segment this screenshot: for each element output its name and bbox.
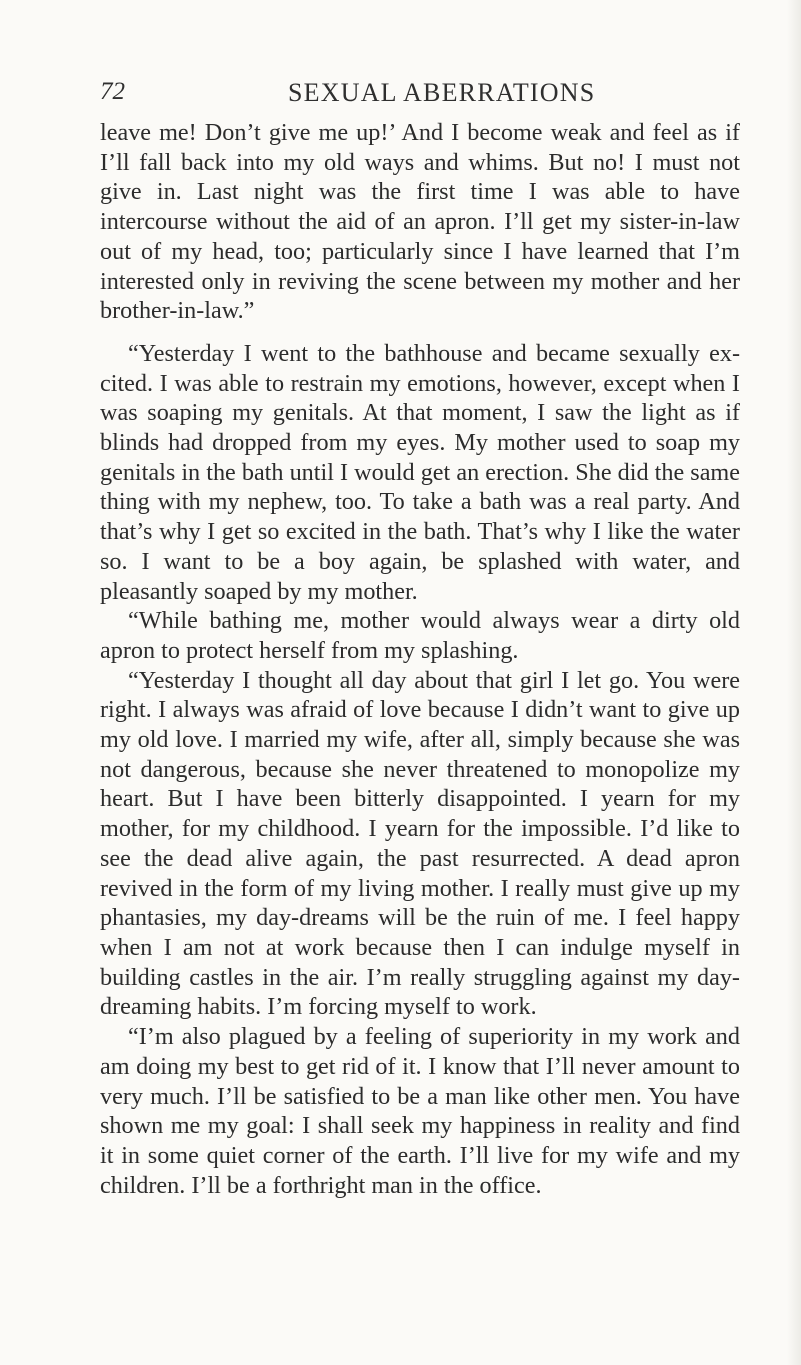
paragraph-apron: “While bathing me, mother would always wear a dirty old apron to protect herself from my splashing. [100, 607, 740, 664]
running-head [100, 78, 740, 108]
paragraph-continuation: leave me! Don’t give me up!’ And I become weak and feel as if I’ll fall back into my old ways and whims. But no! I must not give in. Last night was the first time I was able to have intercourse without the aid of an apron. I’ll get my sister-in-law out of my head, too; particularly since I have learned that I’m interested only in reviving the scene between my mother and her brother-in-law.” [100, 119, 740, 325]
paragraph-bathhouse: “Yesterday I went to the bathhouse and became sexually excited. I was able to restrain my emotions, however, except when I was soaping my genitals. At that moment, I saw the light as if blinds had dropped from my eyes. My mother used to soap my genitals in the bath until I would get an erection. She did the same thing with my nephew, too. To take a bath was a real party. And that’s why I get so excited in the bath. That’s why I like the water so. I want to be a boy again, be splashed with water, and pleasantly soaped by my mother. [100, 339, 740, 605]
page-edge-shadow [787, 0, 801, 1365]
running-title: SEXUAL ABERRATIONS [288, 78, 596, 107]
paragraph-girl: “Yesterday I thought all day about that girl I let go. You were right. I always was afraid of love because I didn’t want to give up my old love. I married my wife, after all, simply because she was not dangerous, because she never threatened to monopolize my heart. But I have been bitterly disappointed. I yearn for my mother, for my childhood. I yearn for the impossible. I’d like to see the dead alive again, the past resurrected. A dead apron revived in the form of my living mother. I really must give up my phantasies, my day-dreams will be the ruin of me. I feel happy when I am not at work because then I can indulge myself in building castles in the air. I’m really struggling against my day-dreaming habits. I’m forcing myself to work. [100, 666, 740, 1021]
paragraph-superiority: “I’m also plagued by a feeling of superiority in my work and am doing my best to get rid of it. I know that I’ll never amount to very much. I’ll be satisfied to be a man like other men. You have shown me my goal: I shall seek my happiness in reality and find it in some quiet corner of the earth. I’ll live for my wife and my children. I’ll be a forthright man in the office. [100, 1023, 740, 1199]
page-number: 72 [100, 78, 125, 105]
body-text [100, 118, 740, 1200]
